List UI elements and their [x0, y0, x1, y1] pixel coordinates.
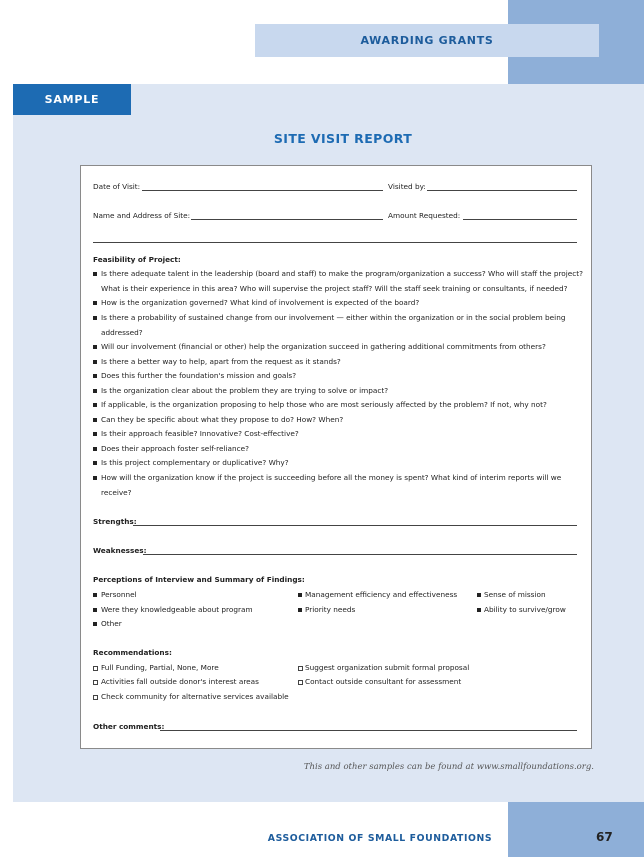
- bullet-icon: [93, 374, 97, 378]
- feasibility-item: Does their approach foster self-reliance?: [101, 444, 249, 453]
- date-of-visit-label: Date of Visit:: [93, 182, 141, 191]
- perceptions-item: Personnel: [101, 590, 137, 599]
- visited-by-field[interactable]: [427, 190, 577, 191]
- bullet-icon: [93, 476, 97, 480]
- perceptions-item: Sense of mission: [484, 590, 546, 599]
- bullet-icon: [477, 608, 481, 612]
- bullet-icon: [93, 301, 97, 305]
- report-title: SITE VISIT REPORT: [273, 131, 413, 146]
- samples-note: This and other samples can be found at www.smallfoundations.org.: [303, 762, 594, 772]
- section-title: AWARDING GRANTS: [360, 34, 494, 47]
- feasibility-item: Is there a probability of sustained change from our involvement — either within the organization or in the social problem being: [101, 313, 566, 322]
- bullet-icon: [93, 272, 97, 276]
- other-comments-label: Other comments:: [93, 722, 165, 731]
- feasibility-item: addressed?: [101, 328, 143, 337]
- bullet-icon: [93, 622, 97, 626]
- bullet-icon: [93, 432, 97, 436]
- site-visit-form: [80, 165, 592, 749]
- feasibility-item: Is their approach feasible? Innovative? Cost-effective?: [101, 429, 299, 438]
- outside-consultant-checkbox[interactable]: [298, 680, 303, 685]
- perceptions-item: Management efficiency and effectiveness: [305, 590, 458, 599]
- perceptions-heading: Perceptions of Interview and Summary of Findings:: [93, 575, 305, 584]
- bullet-icon: [93, 389, 97, 393]
- page-number: 67: [596, 830, 613, 844]
- amount-requested-label: Amount Requested:: [388, 211, 461, 220]
- name-address-field-continued[interactable]: [93, 242, 577, 243]
- recommendation-option: Check community for alternative services available: [101, 692, 289, 701]
- feasibility-item: How is the organization governed? What kind of involvement is expected of the board?: [101, 298, 420, 307]
- sample-label: SAMPLE: [44, 93, 100, 106]
- feasibility-item: Is there adequate talent in the leadership (board and staff) to make the program/organization a success? Who will staff the project?: [101, 269, 584, 278]
- weaknesses-label: Weaknesses:: [93, 546, 147, 555]
- outside-interest-checkbox[interactable]: [93, 680, 98, 685]
- recommendation-option: Activities fall outside donor's interest areas: [101, 677, 259, 686]
- feasibility-item: What is their experience in this area? Who will supervise the project staff? Will the staff seek training or consultants, if needed?: [101, 284, 568, 293]
- bullet-icon: [93, 593, 97, 597]
- other-comments-field[interactable]: [160, 730, 577, 731]
- feasibility-item: Does this further the foundation's mission and goals?: [101, 371, 297, 380]
- feasibility-item: Is there a better way to help, apart from the request as it stands?: [101, 357, 341, 366]
- bullet-icon: [93, 403, 97, 407]
- feasibility-item: Is this project complementary or duplicative? Why?: [101, 458, 289, 467]
- bullet-icon: [93, 418, 97, 422]
- feasibility-item: Will our involvement (financial or other) help the organization succeed in gathering additional commitments from others?: [101, 342, 546, 351]
- name-address-label: Name and Address of Site:: [93, 211, 191, 220]
- visited-by-label: Visited by:: [388, 182, 426, 191]
- bullet-icon: [93, 608, 97, 612]
- bullet-icon: [298, 608, 302, 612]
- feasibility-item: Is the organization clear about the problem they are trying to solve or impact?: [101, 386, 389, 395]
- strengths-field[interactable]: [133, 525, 577, 526]
- name-address-field[interactable]: [191, 219, 383, 220]
- feasibility-item: receive?: [101, 488, 132, 497]
- section-title-banner: [255, 24, 599, 57]
- strengths-label: Strengths:: [93, 517, 137, 526]
- sample-tab: [13, 84, 131, 115]
- formal-proposal-checkbox[interactable]: [298, 666, 303, 671]
- feasibility-item: Can they be specific about what they propose to do? How? When?: [101, 415, 344, 424]
- footer-org-name: ASSOCIATION OF SMALL FOUNDATIONS: [267, 833, 493, 844]
- full-funding-checkbox[interactable]: [93, 666, 98, 671]
- bullet-icon: [477, 593, 481, 597]
- feasibility-heading: Feasibility of Project:: [93, 255, 181, 264]
- perceptions-item: Ability to survive/grow: [484, 605, 566, 614]
- alternative-services-checkbox[interactable]: [93, 695, 98, 700]
- feasibility-item: If applicable, is the organization proposing to help those who are most seriously affected by the problem? If not, why not?: [101, 400, 547, 409]
- bullet-icon: [93, 461, 97, 465]
- recommendation-option: Contact outside consultant for assessment: [305, 677, 462, 686]
- perceptions-item: Were they knowledgeable about program: [101, 605, 253, 614]
- bullet-icon: [93, 447, 97, 451]
- feasibility-item: How will the organization know if the project is succeeding before all the money is spent? What kind of interim reports will we: [101, 473, 562, 482]
- weaknesses-field[interactable]: [143, 554, 577, 555]
- perceptions-item: Other: [101, 619, 122, 628]
- recommendation-option: Suggest organization submit formal proposal: [305, 663, 470, 672]
- bottom-color-block: [508, 802, 644, 857]
- bullet-icon: [93, 345, 97, 349]
- amount-requested-field[interactable]: [463, 219, 577, 220]
- recommendation-option: Full Funding, Partial, None, More: [101, 663, 219, 672]
- perceptions-item: Priority needs: [305, 605, 356, 614]
- bullet-icon: [298, 593, 302, 597]
- date-of-visit-field[interactable]: [142, 190, 383, 191]
- bullet-icon: [93, 316, 97, 320]
- recommendations-heading: Recommendations:: [93, 648, 172, 657]
- bullet-icon: [93, 360, 97, 364]
